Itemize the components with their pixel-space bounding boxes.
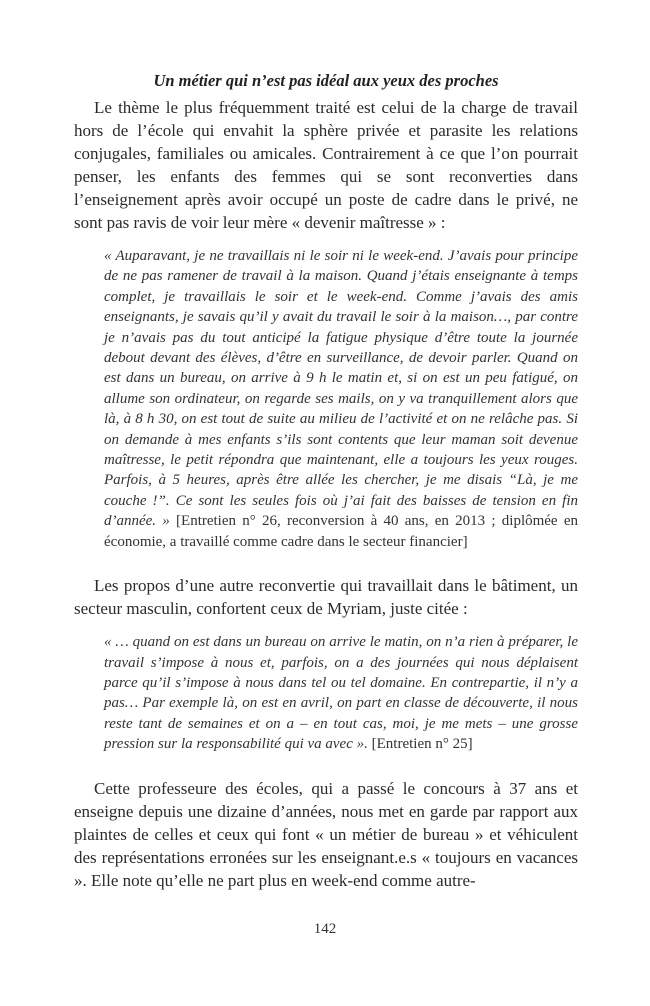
quote-1-reference: [Entretien n° 26, reconversion à 40 ans, en 2013 ; diplômée en économie, a travaillé comme cadre dans le secteur financier]	[104, 513, 578, 550]
paragraph-2: Les propos d’une autre reconvertie qui travaillait dans le bâtiment, un secteur masculin, confortent ceux de Myriam, juste citée :	[74, 576, 578, 619]
quote-2-reference: [Entretien n° 25]	[367, 736, 473, 753]
block-quote-2	[104, 632, 578, 754]
section-title: Un métier qui n’est pas idéal aux yeux des proches	[153, 71, 499, 90]
paragraph-1: Le thème le plus fréquemment traité est celui de la charge de travail hors de l’école qui envahit la sphère privée et parasite les relations conjugales, familiales ou amicales. Contrairement à ce que l’on pourrait penser, les enfants des femmes qui se sont reconverties dans l’enseignement après avoir occupé un poste de cadre dans le privé, ne sont pas ravis de voir leur mère « devenir maîtresse » :	[74, 98, 578, 232]
paragraph-3: Cette professeure des écoles, qui a passé le concours à 37 ans et enseigne depuis une dizaine d’années, nous met en garde par rapport aux plaintes de celles et ceux qui font « un métier de bureau » et véhiculent des représentations erronées sur les enseignant.e.s « toujours en vacances ». Elle note qu’elle ne part plus en week-end comme autre-	[74, 778, 578, 890]
quote-1-text: « Auparavant, je ne travaillais ni le soir ni le week-end. J’avais pour principe de ne pas ramener de travail à la maison. Quand j’étais enseignante à temps complet, je travaillais le soir et le week-end. Comme j’avais des amis enseignants, je savais qu’il y avait du travail le soir à la maison…, par contre je n’avais pas du tout anticipé la fatigue physique d’être toute la journée debout devant des élèves, d’être en surveillance, de devoir parler. Quand on est dans un bureau, on arrive à 9 h le matin et, si on est un peu fatigué, on allume son ordinateur, on regarde ses mails, on y va tranquillement alors que là, à 8 h 30, on est tout de suite au milieu de l’activité et on ne relâche pas. Si on demande à mes enfants s’ils sont contents que leur maman soit devenue maîtresse, le petit répondra que maintenant, elle a toujours les yeux rouges. Parfois, à 5 heures, après être allée les chercher, je me disais “Là, je me couche !”. Ce sont les seules fois où j’ai fait des baisses de tension en fin d’année. »	[104, 248, 578, 530]
page-number: 142	[313, 921, 337, 937]
quote-2-text: « … quand on est dans un bureau on arrive le matin, on n’a rien à préparer, le travail s’impose à nous et, parfois, on a des journées qui nous déplaisent parce qu’il s’impose à nous dans tel ou tel domaine. En contrepartie, il n’y a pas… Par exemple là, on est en avril, on part en classe de découverte, il nous reste tant de semaines et on a – en tout cas, moi, je me mets – une grosse pression sur la responsabilité qui va avec ».	[104, 634, 578, 753]
page-body	[74, 70, 578, 892]
block-quote-1	[104, 246, 578, 552]
